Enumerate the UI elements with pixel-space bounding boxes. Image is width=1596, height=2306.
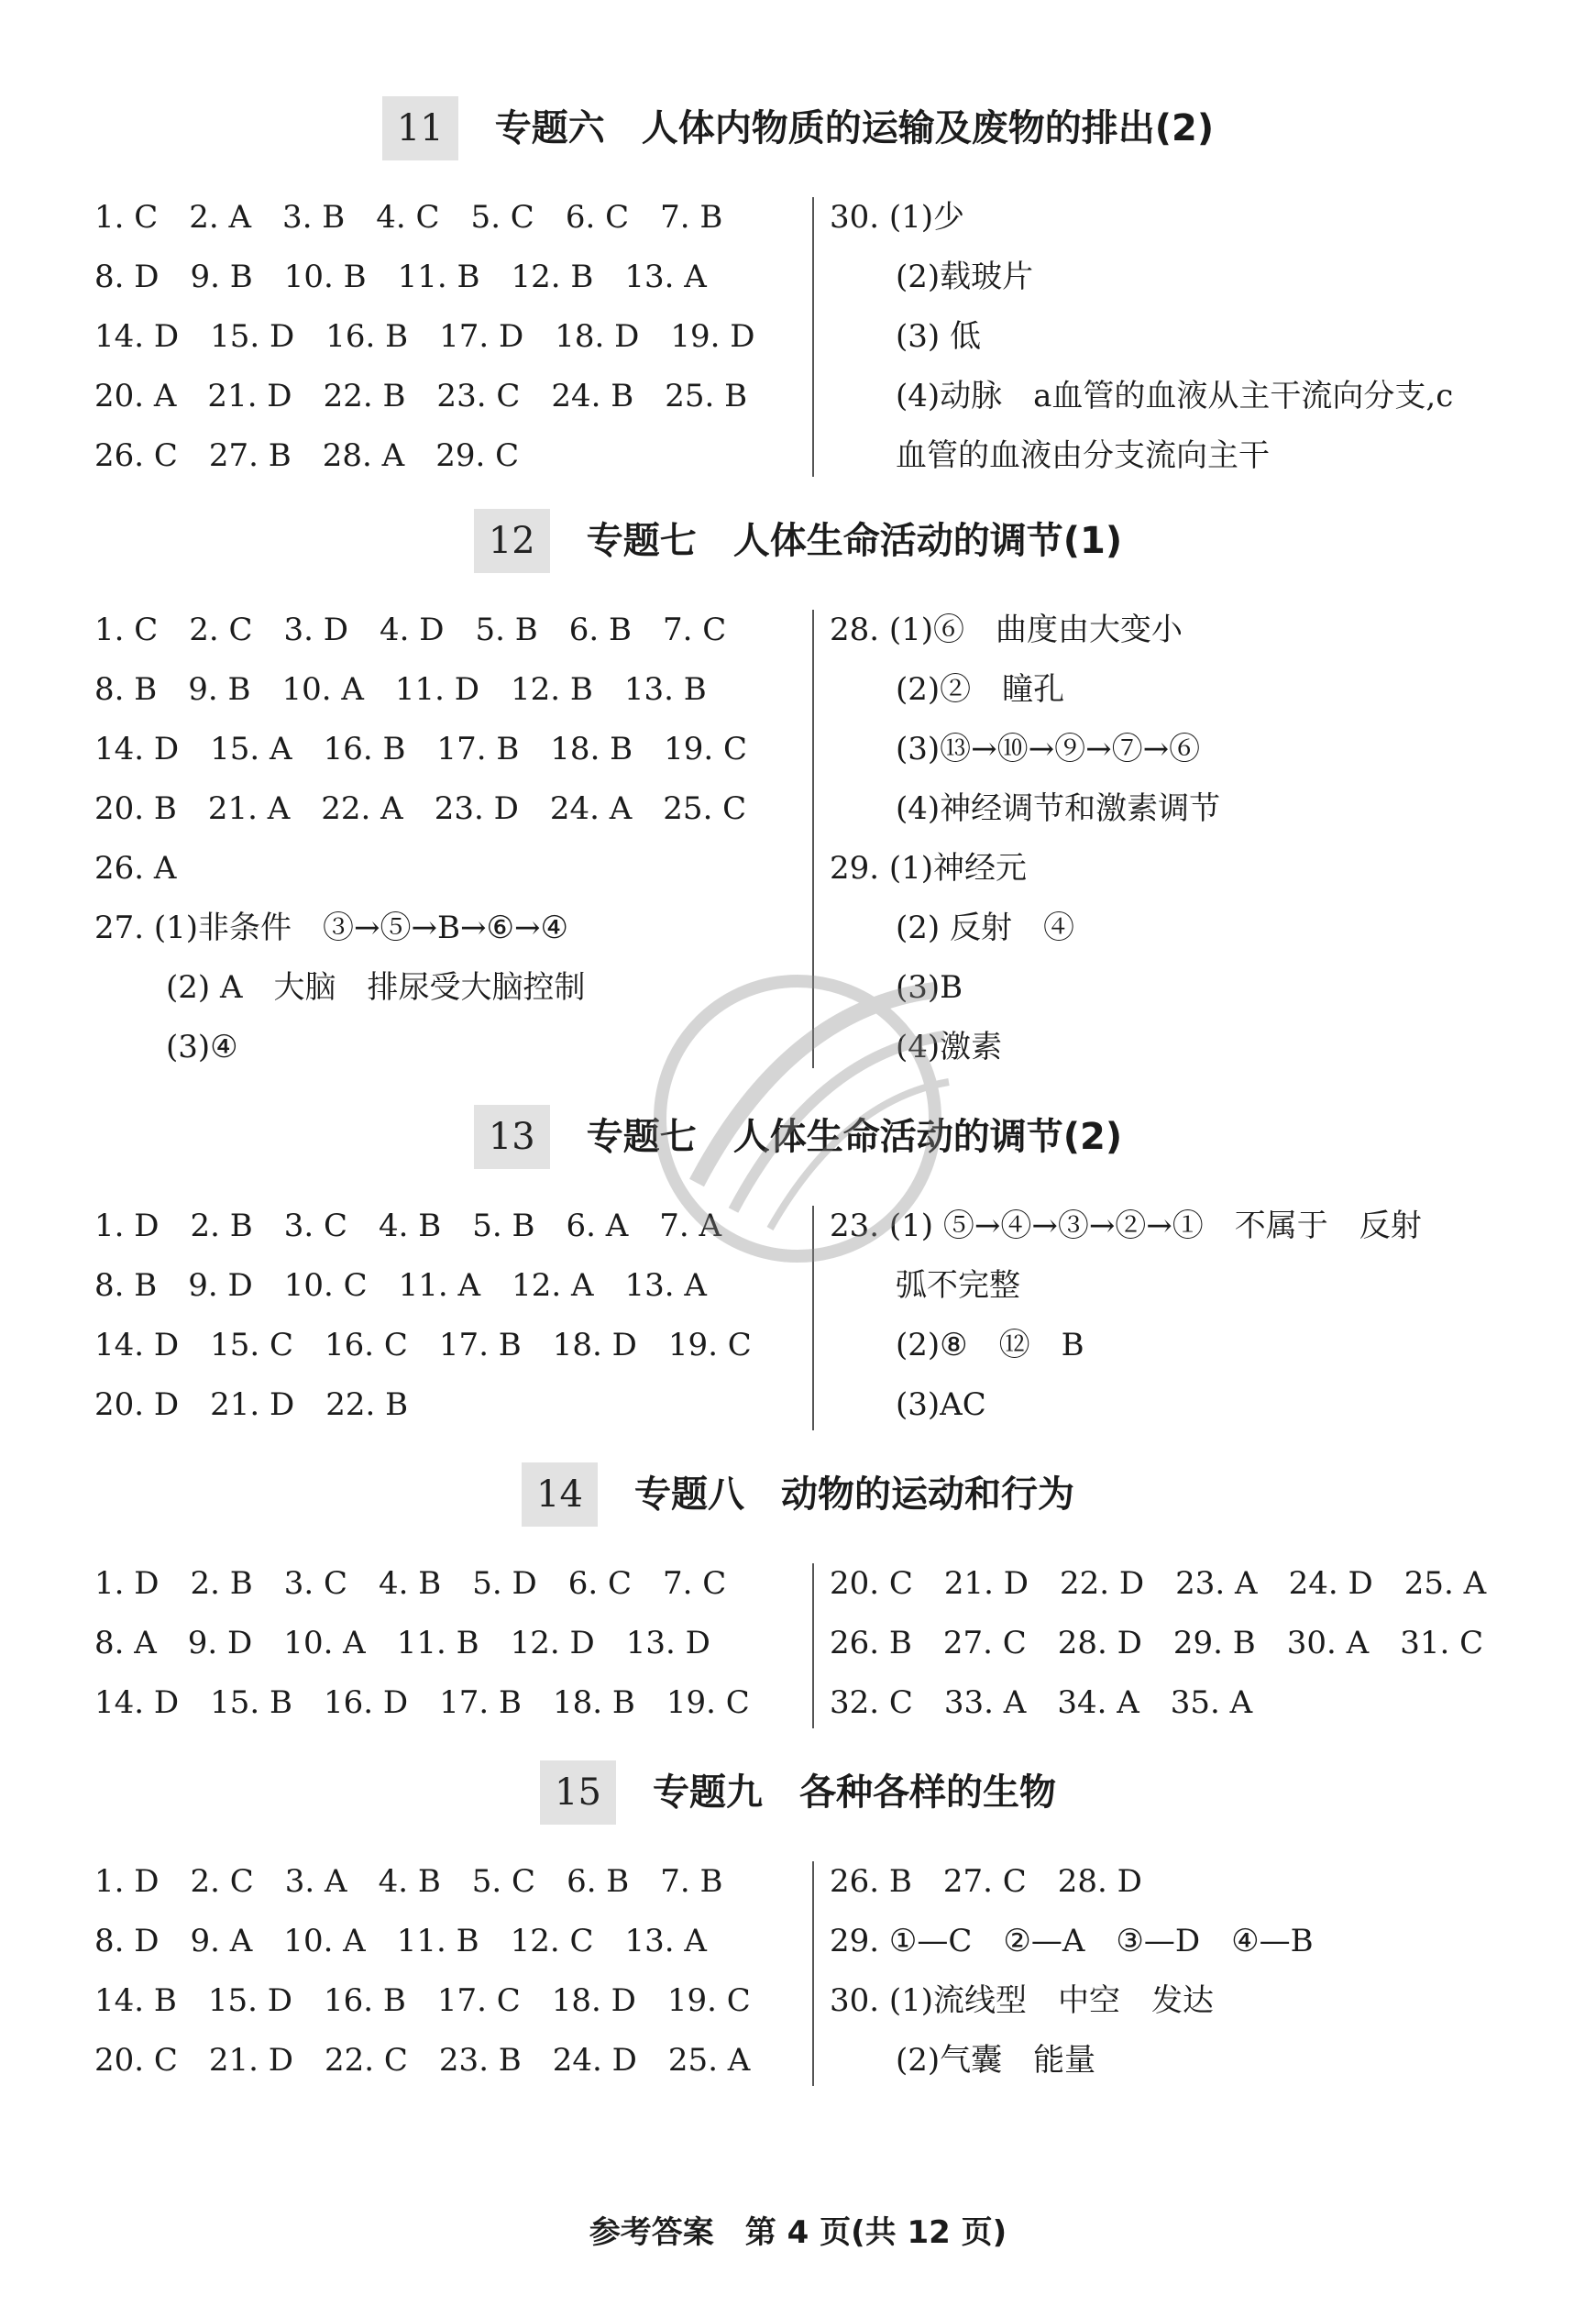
answer-row: (2)载玻片 — [896, 259, 1034, 295]
column-divider — [812, 1206, 814, 1430]
answer-row: 弧不完整 — [896, 1267, 1020, 1304]
section-title — [0, 1462, 1596, 1527]
answer-row: 26. B 27. C 28. D — [830, 1863, 1142, 1900]
answer-row: 30. (1)流线型 中空 发达 — [830, 1982, 1215, 2019]
answer-row: (4)神经调节和激素调节 — [896, 790, 1221, 827]
section-number: 13 — [474, 1105, 550, 1169]
section-heading: 专题七 人体生命活动的调节(1) — [586, 520, 1123, 562]
answer-row: 8. D 9. A 10. A 11. B 12. C 13. A — [94, 1923, 707, 1959]
answer-row: 20. B 21. A 22. A 23. D 24. A 25. C — [94, 790, 747, 827]
answer-row: 1. D 2. B 3. C 4. B 5. D 6. C 7. C — [94, 1565, 727, 1602]
answers-right — [830, 1197, 1535, 1435]
column-divider — [812, 197, 814, 477]
column-divider — [812, 1861, 814, 2086]
answers-right — [830, 1554, 1535, 1733]
section-heading: 专题七 人体生命活动的调节(2) — [586, 1116, 1123, 1158]
answer-row: 8. B 9. B 10. A 11. D 12. B 13. B — [94, 671, 707, 708]
answer-row: 26. A — [94, 850, 177, 887]
answers-right — [830, 601, 1535, 1077]
answer-row: (2)气囊 能量 — [896, 2042, 1096, 2079]
answer-row: (3)B — [896, 969, 963, 1006]
answer-row: 14. D 15. D 16. B 17. D 18. D 19. D — [94, 318, 755, 355]
section-heading: 专题八 动物的运动和行为 — [633, 1473, 1074, 1516]
answer-row: 1. D 2. B 3. C 4. B 5. B 6. A 7. A — [94, 1208, 722, 1244]
answer-row: (3)AC — [896, 1386, 986, 1423]
answer-row: (3) 低 — [896, 318, 981, 355]
answer-row: 20. C 21. D 22. C 23. B 24. D 25. A — [94, 2042, 751, 2079]
answer-row: 27. (1)非条件 ③→⑤→B→⑥→④ — [94, 910, 568, 946]
answer-row: 1. C 2. A 3. B 4. C 5. C 6. C 7. B — [94, 199, 723, 236]
section-number: 12 — [474, 509, 550, 573]
section-title — [0, 96, 1596, 160]
answers-right — [830, 188, 1535, 486]
answer-row: 20. A 21. D 22. B 23. C 24. B 25. B — [94, 378, 748, 414]
answers-left — [94, 1852, 800, 2091]
answer-row: (4)激素 — [896, 1029, 1003, 1065]
answer-row: 14. D 15. B 16. D 17. B 18. B 19. C — [94, 1684, 750, 1721]
answer-row: 26. B 27. C 28. D 29. B 30. A 31. C — [830, 1625, 1484, 1661]
answer-row: (2)⑧ ⑫ B — [896, 1327, 1084, 1363]
section-heading: 专题六 人体内物质的运输及废物的排出(2) — [494, 107, 1215, 149]
answer-row: 20. C 21. D 22. D 23. A 24. D 25. A — [830, 1565, 1487, 1602]
answer-row: 血管的血液由分支流向主干 — [896, 437, 1270, 474]
column-divider — [812, 1563, 814, 1728]
answer-row: 26. C 27. B 28. A 29. C — [94, 437, 520, 474]
answers-left — [94, 1554, 800, 1733]
section-title — [0, 509, 1596, 573]
answer-row: 14. B 15. D 16. B 17. C 18. D 19. C — [94, 1982, 751, 2019]
answers-left — [94, 1197, 800, 1435]
answer-row: 14. D 15. C 16. C 17. B 18. D 19. C — [94, 1327, 752, 1363]
answer-row: (2) 反射 ④ — [896, 910, 1074, 946]
answers-right — [830, 1852, 1535, 2091]
answer-row: (3)⑬→⑩→⑨→⑦→⑥ — [896, 731, 1201, 767]
section-number: 11 — [382, 96, 458, 160]
page-footer: 参考答案 第 4 页(共 12 页) — [589, 2214, 1007, 2251]
answer-row: 1. D 2. C 3. A 4. B 5. C 6. B 7. B — [94, 1863, 723, 1900]
column-divider — [812, 610, 814, 1068]
answer-row: 20. D 21. D 22. B — [94, 1386, 409, 1423]
section-number: 15 — [540, 1760, 616, 1825]
answer-row: 1. C 2. C 3. D 4. D 5. B 6. B 7. C — [94, 612, 727, 648]
answer-row: (3)④ — [166, 1029, 238, 1065]
answer-row: (4)动脉 a血管的血液从主干流向分支,c — [896, 378, 1454, 414]
answer-row: 30. (1)少 — [830, 199, 965, 236]
section-title — [0, 1105, 1596, 1169]
answer-row: 29. (1)神经元 — [830, 850, 1028, 887]
answer-row: 8. A 9. D 10. A 11. B 12. D 13. D — [94, 1625, 710, 1661]
section-heading: 专题九 各种各样的生物 — [652, 1771, 1056, 1814]
answers-left — [94, 601, 800, 1077]
answer-row: 32. C 33. A 34. A 35. A — [830, 1684, 1253, 1721]
answer-row: 28. (1)⑥ 曲度由大变小 — [830, 612, 1183, 648]
answers-left — [94, 188, 800, 486]
answer-row: 14. D 15. A 16. B 17. B 18. B 19. C — [94, 731, 748, 767]
answer-row: 23. (1) ⑤→④→③→②→① 不属于 反射 — [830, 1208, 1422, 1244]
answer-row: (2)② 瞳孔 — [896, 671, 1065, 708]
answer-row: 8. D 9. B 10. B 11. B 12. B 13. A — [94, 259, 707, 295]
answer-row: 29. ①—C ②—A ③—D ④—B — [830, 1923, 1314, 1959]
answer-row: (2) A 大脑 排尿受大脑控制 — [166, 969, 586, 1006]
section-number: 14 — [522, 1462, 598, 1527]
section-title — [0, 1760, 1596, 1825]
answer-row: 8. B 9. D 10. C 11. A 12. A 13. A — [94, 1267, 707, 1304]
